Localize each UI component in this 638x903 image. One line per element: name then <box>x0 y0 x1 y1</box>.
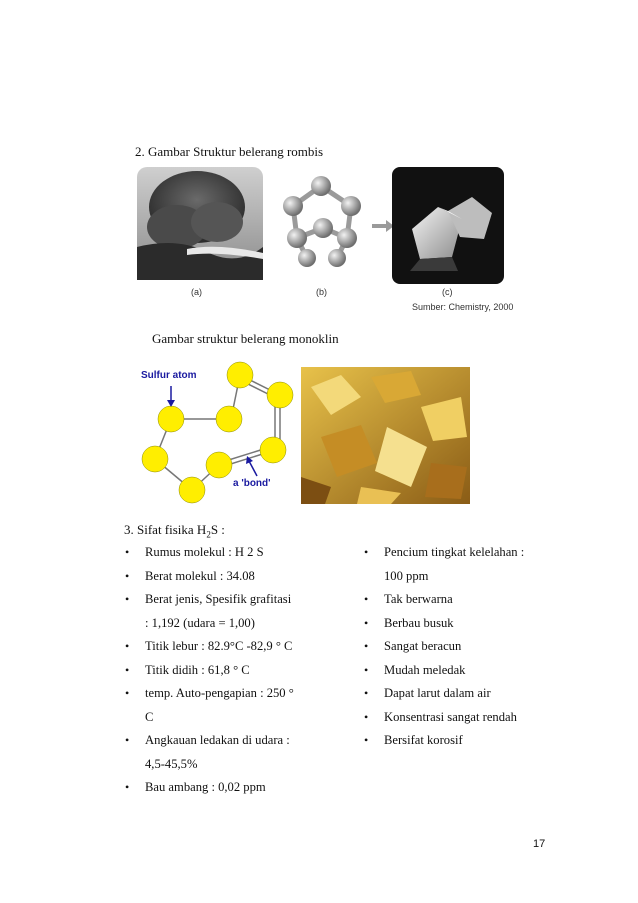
left-property-item <box>125 565 335 589</box>
left-property-item <box>125 541 335 565</box>
property-text: Mudah meledak <box>384 662 466 677</box>
property-text: Titik lebur : 82.9°C -82,9 ° C <box>145 639 293 653</box>
property-text: Dapat larut dalam air <box>384 686 491 700</box>
bullet-icon: • <box>125 686 130 700</box>
bullet-icon: • <box>125 639 130 653</box>
bond-label: a 'bond' <box>233 478 271 489</box>
monoklin-caption: Gambar struktur belerang monoklin <box>152 331 339 346</box>
right-property-item <box>364 612 574 636</box>
property-text: 4,5-45,5% <box>145 756 198 771</box>
monoklin-crystal-photo <box>301 367 470 504</box>
right-property-item <box>364 682 574 706</box>
right-property-item <box>364 588 574 612</box>
property-text: 100 ppm <box>384 568 429 583</box>
sulfur-ring-model <box>273 172 373 272</box>
section-3-heading: 3. Sifat fisika $H_2S$ : <box>124 522 225 540</box>
bullet-icon: • <box>125 780 130 794</box>
sulfur-atom-diagram <box>137 358 302 510</box>
right-property-item <box>364 541 574 588</box>
bullet-icon: • <box>364 545 369 559</box>
bullet-icon: • <box>125 545 130 559</box>
bullet-icon: • <box>364 662 369 677</box>
panel-a-label: (a) <box>191 287 202 297</box>
right-property-item <box>364 729 574 753</box>
left-property-item <box>125 776 335 800</box>
panel-b-label: (b) <box>316 287 327 297</box>
property-text: Titik didih : 61,8 ° C <box>145 662 250 677</box>
figure-source: Sumber: Chemistry, 2000 <box>412 302 514 312</box>
property-text: Rumus molekul : H 2 S <box>145 545 264 559</box>
property-text: Tak berwarna <box>384 592 453 606</box>
bullet-icon: • <box>364 733 369 747</box>
sulfur-atom-label: Sulfur atom <box>141 370 197 381</box>
left-property-item <box>125 729 335 776</box>
property-text: Berbau busuk <box>384 615 454 630</box>
bullet-icon: • <box>364 615 369 630</box>
right-property-item <box>364 659 574 683</box>
bullet-icon: • <box>125 733 130 747</box>
property-text: Berat jenis, Spesifik grafitasi <box>145 592 292 606</box>
property-text: Bau ambang : 0,02 ppm <box>145 780 266 794</box>
bullet-icon: • <box>125 568 130 583</box>
left-property-item <box>125 635 335 659</box>
bullet-icon: • <box>364 592 369 606</box>
property-text: : 1,192 (udara = 1,00) <box>145 615 255 630</box>
property-text: Sangat beracun <box>384 639 462 653</box>
property-text: Angkauan ledakan di udara : <box>145 733 290 747</box>
property-text: Konsentrasi sangat rendah <box>384 709 517 724</box>
bullet-icon: • <box>125 662 130 677</box>
left-property-item <box>125 682 335 729</box>
panel-c-label: (c) <box>442 287 453 297</box>
right-property-item <box>364 635 574 659</box>
property-text: Bersifat korosif <box>384 733 463 747</box>
bullet-icon: • <box>364 709 369 724</box>
property-text: temp. Auto-pengapian : 250 ° <box>145 686 294 700</box>
page-number: 17 <box>533 838 546 850</box>
left-property-item <box>125 588 335 635</box>
bullet-icon: • <box>364 639 369 653</box>
bullet-icon: • <box>364 686 369 700</box>
left-property-item <box>125 659 335 683</box>
arrow-icon <box>372 219 394 233</box>
section-2-heading: 2. Gambar Struktur belerang rombis <box>135 144 324 159</box>
property-text: Berat molekul : 34.08 <box>145 568 255 583</box>
property-text: C <box>145 709 154 724</box>
right-property-item <box>364 706 574 730</box>
bullet-icon: • <box>125 592 130 606</box>
property-text: Pencium tingkat kelelahan : <box>384 545 525 559</box>
volcano-photo <box>137 167 263 280</box>
sulfur-crystal-photo <box>392 167 504 284</box>
